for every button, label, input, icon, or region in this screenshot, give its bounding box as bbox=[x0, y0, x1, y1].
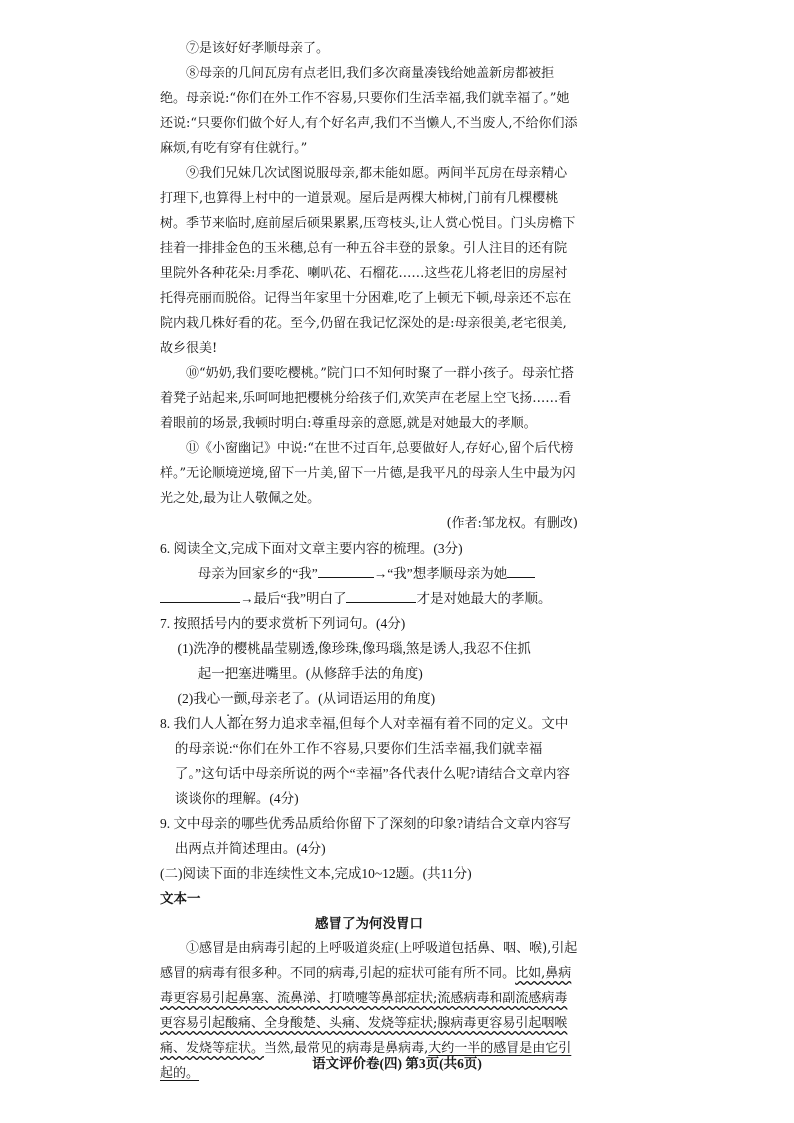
q6-text-2: →“我”想孝顺母亲为她 bbox=[373, 566, 508, 581]
emphasis-char-1: 一 bbox=[220, 691, 234, 706]
question-7-1a: (1)洗净的樱桃晶莹剔透,像珍珠,像玛瑙,煞是诱人,我忍不住抓 bbox=[177, 641, 531, 656]
answer-blank-1[interactable] bbox=[318, 563, 374, 578]
question-7: 7. 按照括号内的要求赏析下列词句。(4分) bbox=[160, 616, 406, 631]
q6-text-1: 母亲为回家乡的“我” bbox=[197, 566, 318, 581]
question-6-fill bbox=[160, 561, 578, 586]
q7-2-text-b: ,母亲老了。(从词语运用的角度) bbox=[247, 691, 436, 706]
article-title: 感冒了为何没胃口 bbox=[315, 916, 423, 931]
question-9: 9. 文中母亲的哪些优秀品质给你留下了深刻的印象?请结合文章内容写出两点并简述理由。(4分) bbox=[160, 816, 571, 856]
answer-blank-3[interactable] bbox=[346, 588, 416, 603]
text-one-label: 文本一 bbox=[160, 891, 201, 906]
underlined-text: 大约一半的感冒是由它引起的。 bbox=[160, 1041, 572, 1081]
source-note: (作者:邹龙权。有删改) bbox=[446, 516, 578, 531]
page-footer: 语文评价卷(四) 第3页(共6页) bbox=[312, 1056, 482, 1071]
paragraph-9: ⑨我们兄妹几次试图说服母亲,都未能如愿。两间半瓦房在母亲精心打理下,也算得上村中的一道景观。屋后是两棵大柿树,门前有几棵樱桃树。季节来临时,庭前屋后硕果累累,压弯枝头,让人赏心悦目。门头房檐下挂着一排排金色的玉米穗,总有一种五谷丰登的景象。引人注目的还有院里院外各种花朵:月季花、喇叭花、石榴花……这些花儿将老旧的房屋衬托得亮丽而脱俗。记得当年家里十分困难,吃了上顿无下顿,母亲还不忘在院内栽几株好看的花。至今,仍留在我记忆深处的是:母亲很美,老宅很美,故乡很美! bbox=[160, 166, 576, 356]
article-text-b: 当然,最常见的病毒是鼻病毒, bbox=[264, 1041, 429, 1056]
section-2-heading: (二)阅读下面的非连续性文本,完成10~12题。(共11分) bbox=[160, 866, 472, 881]
question-8: 8. 我们人人都在努力追求幸福,但每个人对幸福有着不同的定义。文中的母亲说:“你们在外工作不容易,只要你们生活幸福,我们就幸福了。”这句话中母亲所说的两个“幸福”各代表什么呢?请结合文章内容谈谈你的理解。(4分) bbox=[160, 716, 571, 806]
wavy-underlined-text: 比如,鼻病毒更容易引起鼻塞、流鼻涕、打喷嚏等鼻部症状;流感病毒和副流感病毒更容易引起酸痛、全身酸楚、头痛、发烧等症状;腺病毒更容易引起咽喉痛、发烧等症状。 bbox=[160, 966, 572, 1056]
paragraph-11: ⑪《小窗幽记》中说:“在世不过百年,总要做好人,存好心,留个后代榜样。”无论顺境逆境,留下一片美,留下一片德,是我平凡的母亲人生中最为闪光之处,最为让人敬佩之处。 bbox=[160, 441, 576, 506]
q6-text-4: 才是对她最大的孝顺。 bbox=[416, 591, 552, 606]
paragraph-7: ⑦是该好好孝顺母亲了。 bbox=[186, 41, 330, 56]
question-6-fill-2 bbox=[160, 586, 578, 611]
paragraph-10: ⑩“奶奶,我们要吃樱桃。”院门口不知何时聚了一群小孩子。母亲忙搭着凳子站起来,乐呵呵地把樱桃分给孩子们,欢笑声在老屋上空飞扬……看着眼前的场景,我顿时明白:尊重母亲的意愿,就是对她最大的孝顺。 bbox=[160, 366, 574, 431]
q7-2-text-a: (2)我心 bbox=[177, 691, 221, 706]
article-text-a: ①感冒是由病毒引起的上呼吸道炎症(上呼吸道包括鼻、咽、喉),引起感冒的病毒有很多种。不同的病毒,引起的症状可能有所不同。 bbox=[160, 941, 578, 981]
question-6: 6. 阅读全文,完成下面对文章主要内容的梳理。(3分) bbox=[160, 541, 463, 556]
answer-blank-2b[interactable] bbox=[160, 588, 240, 603]
answer-blank-2[interactable] bbox=[507, 563, 535, 578]
page-content bbox=[160, 36, 578, 1086]
paragraph-8: ⑧母亲的几间瓦房有点老旧,我们多次商量凑钱给她盖新房都被拒绝。母亲说:“你们在外工作不容易,只要你们生活幸福,我们就幸福了。”她还说:“只要你们做个好人,有个好名声,我们不当懒人,不当废人,不给你们添麻烦,有吃有穿有住就行。” bbox=[160, 66, 578, 156]
q6-text-3: →最后“我”明白了 bbox=[240, 591, 347, 606]
question-7-2 bbox=[160, 686, 578, 711]
question-7-1b: 起一把塞进嘴里。(从修辞手法的角度) bbox=[197, 666, 423, 681]
emphasis-char-2: 颤 bbox=[233, 691, 248, 706]
